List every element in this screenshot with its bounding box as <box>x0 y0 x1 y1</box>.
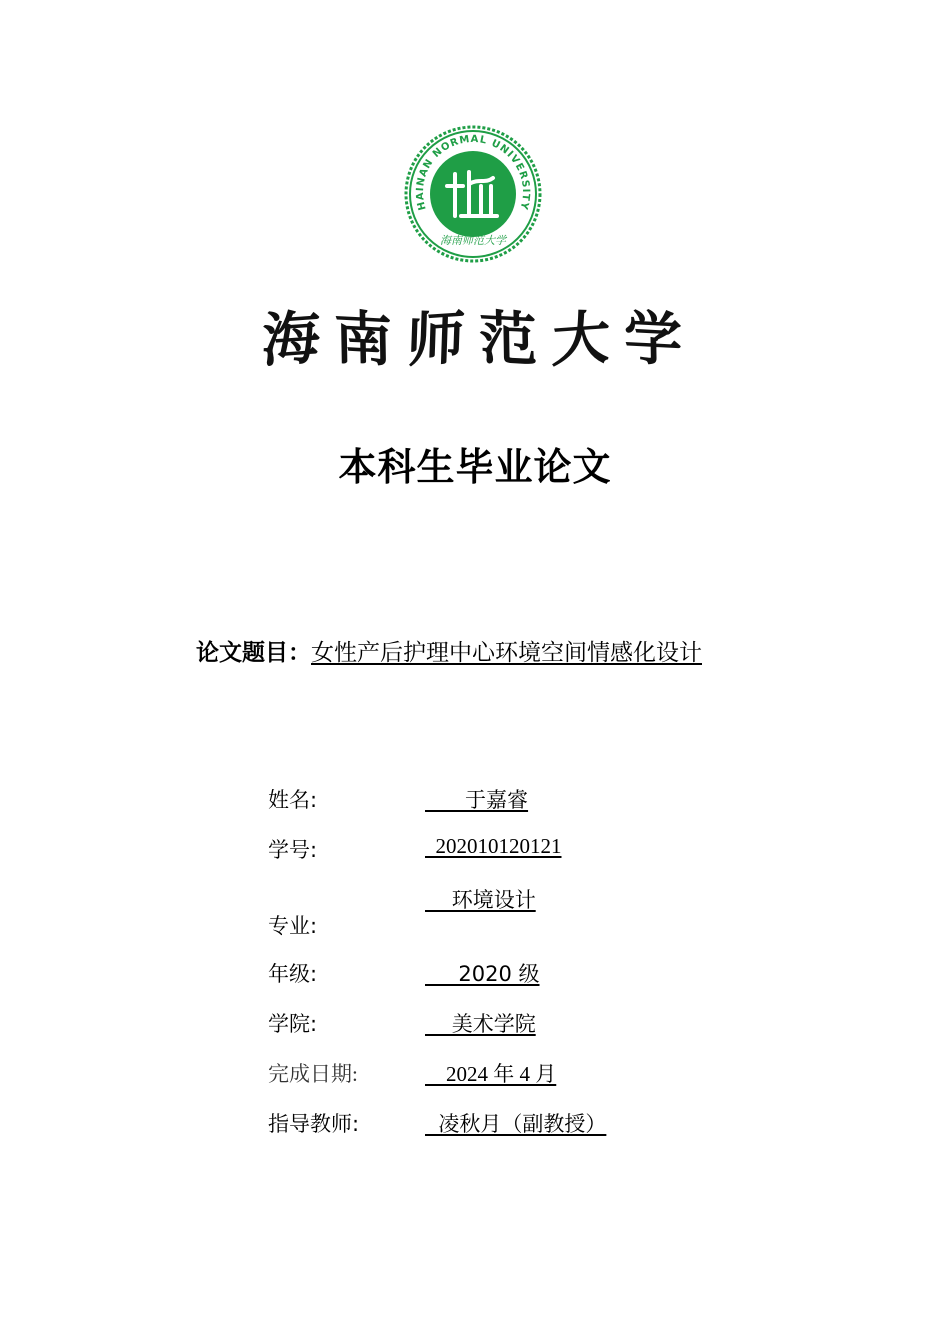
calligraphy-char: 南 <box>333 303 394 375</box>
university-name-calligraphy <box>260 298 683 376</box>
document-title: 本科生毕业论文 <box>338 445 612 489</box>
student-id-value: 202010120121 <box>425 834 562 858</box>
completion-date-label: 完成日期: <box>268 1062 358 1086</box>
name-value: 于嘉睿 <box>425 788 529 812</box>
calligraphy-char: 海 <box>260 302 321 376</box>
thesis-topic-label: 论文题目： <box>196 640 311 666</box>
grade-value: 2020 级 <box>425 962 540 986</box>
university-seal-logo <box>403 124 543 264</box>
calligraphy-char: 师 <box>405 302 466 376</box>
college-value: 美术学院 <box>425 1012 536 1036</box>
advisor-label: 指导教师: <box>268 1112 360 1136</box>
major-label: 专业: <box>268 914 318 938</box>
student-id-label: 学号: <box>268 838 318 862</box>
advisor-value: 凌秋月（副教授） <box>425 1112 607 1136</box>
thesis-topic-value: 女性产后护理中心环境空间情感化设计 <box>311 640 702 666</box>
major-value: 环境设计 <box>425 888 536 912</box>
thesis-topic <box>196 634 702 667</box>
grade-label: 年级: <box>268 962 318 986</box>
college-label: 学院: <box>268 1012 318 1036</box>
completion-date-value: 2024 年 4 月 <box>425 1062 557 1086</box>
calligraphy-char: 学 <box>623 303 683 375</box>
calligraphy-char: 大 <box>550 302 611 376</box>
name-label: 姓名: <box>268 788 318 812</box>
svg-text:HAINAN NORMAL UNIVERSITY: HAINAN NORMAL UNIVERSITY <box>414 133 532 212</box>
svg-text:海南师范大学: 海南师范大学 <box>440 234 506 247</box>
calligraphy-char: 范 <box>478 303 538 375</box>
